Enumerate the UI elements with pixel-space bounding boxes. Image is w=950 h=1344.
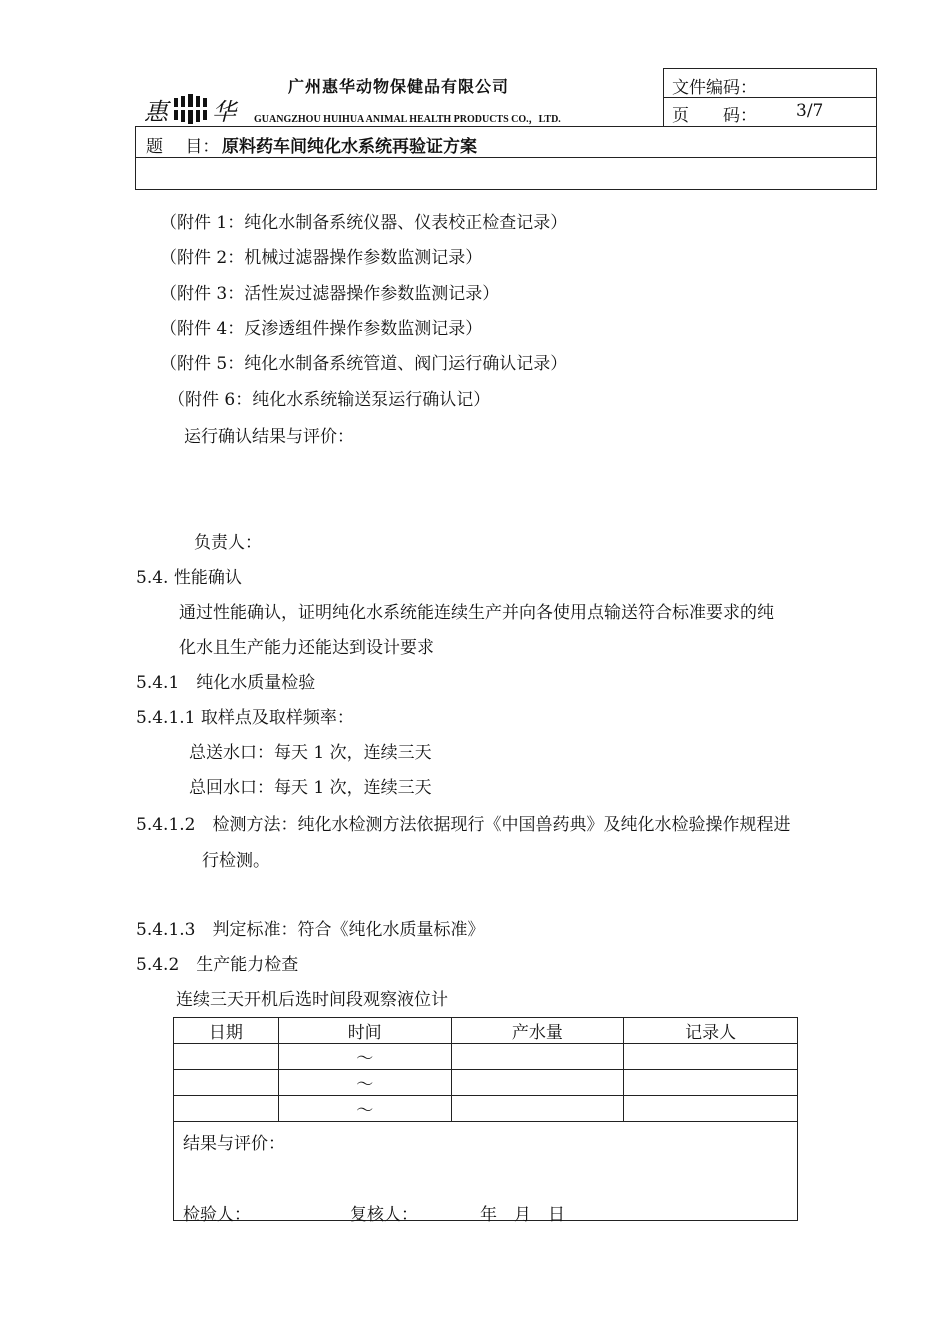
page-label: 页 码：	[672, 106, 757, 126]
logo-text-left: 惠	[144, 98, 168, 126]
capacity-table	[173, 1017, 798, 1225]
attachment-item-6: （附件 6：纯化水系统输送泵运行确认记）	[168, 390, 491, 410]
run-result-label: 运行确认结果与评价：	[184, 427, 354, 447]
table-cell	[624, 1096, 798, 1122]
section-5-4-2-text: 连续三天开机后选时间段观察液位计	[176, 990, 448, 1010]
logo-emblem-icon	[172, 94, 208, 124]
table-cell	[174, 1070, 279, 1096]
table-cell	[174, 1044, 279, 1070]
page-value: 3/7	[796, 101, 824, 121]
subject-label: 题 目：	[146, 137, 220, 157]
table-header-recorder: 记录人	[624, 1018, 798, 1044]
table-header-output: 产水量	[451, 1018, 624, 1044]
table-row	[174, 1044, 798, 1070]
section-5-4-1-3: 5.4.1.3 判定标准：符合《纯化水质量标准》	[136, 920, 485, 940]
table-cell: ～	[278, 1044, 451, 1070]
inspector-label: 检验人：	[183, 1205, 251, 1225]
table-header-row	[174, 1018, 798, 1044]
date-label: 年 月 日	[480, 1205, 565, 1225]
doc-code-label: 文件编码：	[672, 78, 757, 98]
table-row	[174, 1070, 798, 1096]
section-5-4-2-title: 5.4.2 生产能力检查	[136, 955, 299, 975]
logo	[140, 92, 240, 126]
table-cell: ～	[278, 1070, 451, 1096]
section-5-4-text-2: 化水且生产能力还能达到设计要求	[179, 638, 434, 658]
table-cell	[624, 1070, 798, 1096]
section-5-4-1-title: 5.4.1 纯化水质量检验	[136, 673, 316, 693]
company-name-en: GUANGZHOU HUIHUA ANIMAL HEALTH PRODUCTS CO.，LTD.	[254, 114, 561, 125]
subject-box	[135, 126, 877, 190]
attachment-item-3: （附件 3：活性炭过滤器操作参数监测记录）	[160, 284, 500, 304]
section-5-4-1-2-line-1: 5.4.1.2 检测方法：纯化水检测方法依据现行《中国兽药典》及纯化水检验操作规程进	[136, 815, 791, 835]
table-result-row	[174, 1122, 798, 1221]
attachment-item-4: （附件 4：反渗透组件操作参数监测记录）	[160, 319, 483, 339]
company-name-cn: 广州惠华动物保健品有限公司	[288, 77, 510, 96]
subject-title: 原料药车间纯化水系统再验证方案	[222, 137, 477, 157]
table-cell	[174, 1096, 279, 1122]
header-right-box	[663, 68, 877, 127]
attachment-item-5: （附件 5：纯化水制备系统管道、阀门运行确认记录）	[160, 354, 568, 374]
sample-point-2: 总回水口：每天 1 次，连续三天	[189, 778, 432, 798]
responsible-label: 负责人：	[194, 533, 262, 553]
table-header-time: 时间	[278, 1018, 451, 1044]
section-5-4-title: 5.4. 性能确认	[136, 568, 242, 588]
section-5-4-1-2-line-2: 行检测。	[202, 851, 270, 871]
section-5-4-1-1-title: 5.4.1.1 取样点及取样频率：	[136, 708, 354, 728]
logo-text-right: 华	[212, 98, 236, 126]
attachment-item-2: （附件 2：机械过滤器操作参数监测记录）	[160, 248, 483, 268]
table-cell	[451, 1096, 624, 1122]
result-label: 结果与评价：	[183, 1134, 285, 1154]
table-cell	[451, 1044, 624, 1070]
table-cell	[624, 1044, 798, 1070]
reviewer-label: 复核人：	[350, 1205, 418, 1225]
table-cell: ～	[278, 1096, 451, 1122]
sample-point-1: 总送水口：每天 1 次，连续三天	[189, 743, 432, 763]
attachment-item-1: （附件 1：纯化水制备系统仪器、仪表校正检查记录）	[160, 213, 568, 233]
table-cell	[451, 1070, 624, 1096]
section-5-4-text-1: 通过性能确认，证明纯化水系统能连续生产并向各使用点输送符合标准要求的纯	[179, 603, 774, 623]
table-row	[174, 1096, 798, 1122]
table-header-date: 日期	[174, 1018, 279, 1044]
